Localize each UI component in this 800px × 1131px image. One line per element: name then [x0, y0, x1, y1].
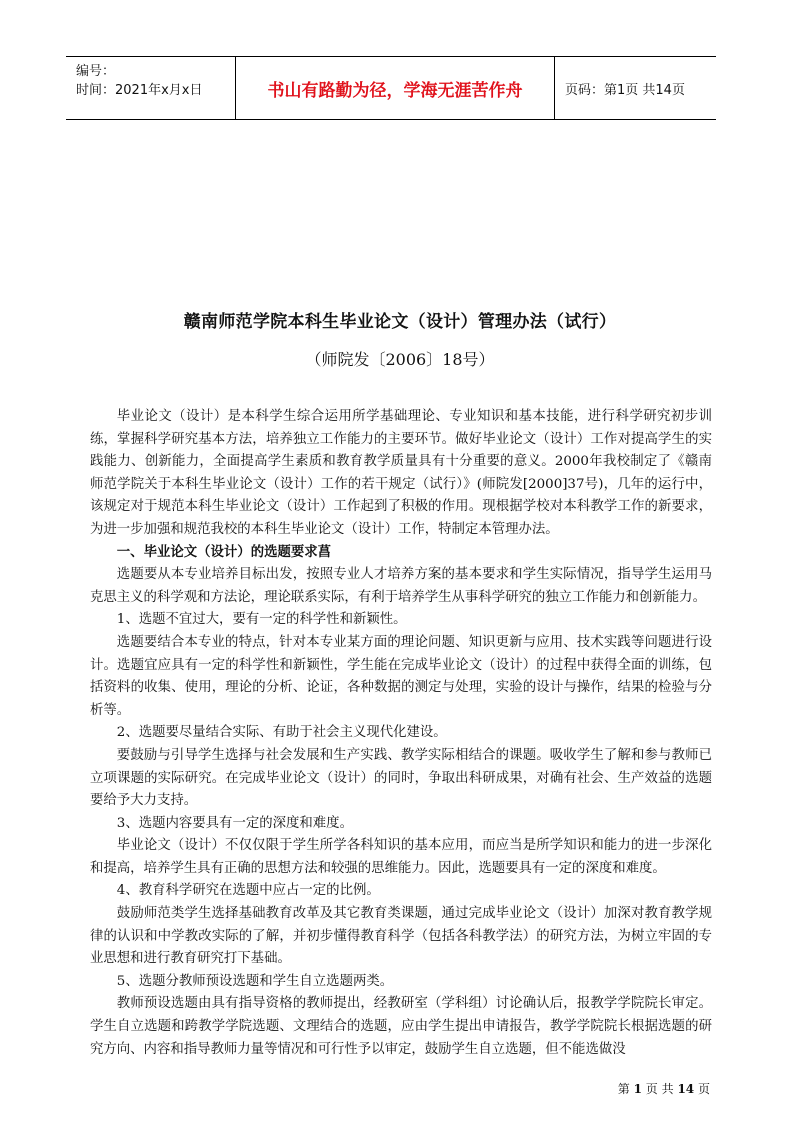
- section-heading: 一、毕业论文（设计）的选题要求菖: [116, 544, 332, 560]
- header-meta-cell: [66, 57, 236, 119]
- footer-middle: 页 共: [645, 1082, 674, 1096]
- list-item-heading: 2、选题要尽量结合实际、有助于社会主义现代化建设。: [116, 725, 447, 741]
- body-paragraph: 毕业论文（设计）不仅仅限于学生所学各科知识的基本应用，而应当是所学知识和能力的进一步深化和提高，培养学生具有正确的思想方法和较强的思维能力。因此，选题要具有一定的深度和难度。: [90, 838, 712, 876]
- footer-total-pages: 14: [677, 1082, 695, 1096]
- list-item-heading: 3、选题内容要具有一定的深度和难度。: [116, 815, 353, 831]
- list-item-heading: 5、选题分教师预设选题和学生自立选题两类。: [116, 973, 394, 989]
- list-item-heading: 4、教育科学研究在选题中应占一定的比例。: [116, 883, 380, 899]
- page-footer: [618, 1080, 710, 1097]
- body-paragraph: 鼓励师范类学生选择基础教育改革及其它教育类课题，通过完成毕业论文（设计）加深对教育教学规律的认识和中学教改实际的了解，并初步懂得教育科学（包括各科教学法）的研究方法，为树立牢固的专业思想和进行教育研究打下基础。: [90, 906, 712, 967]
- body-paragraph: 教师预设选题由具有指导资格的教师提出，经教研室（学科组）讨论确认后，报教学学院院长审定。学生自立选题和跨教学学院选题、文理结合的选题，应由学生提出申请报告，教学学院院长根据选题的研究方向、内容和指导教师力量等情况和可行性予以审定，鼓励学生自立选题，但不能选做没: [90, 996, 712, 1057]
- document-subtitle: （师院发〔2006〕18号）: [305, 350, 495, 369]
- document-title: 赣南师范学院本科生毕业论文（设计）管理办法（试行）: [183, 312, 617, 332]
- footer-prefix: 第: [617, 1082, 630, 1096]
- footer-suffix: 页: [697, 1082, 710, 1096]
- time-label: 时间：2021年x月x日: [76, 83, 203, 98]
- list-item-heading: 1、选题不宜过大，要有一定的科学性和新颖性。: [116, 612, 407, 628]
- body-paragraph: 毕业论文（设计）是本科学生综合运用所学基础理论、专业知识和基本技能，进行科学研究初步训练，掌握科学研究基本方法，培养独立工作能力的主要环节。做好毕业论文（设计）工作对提高学生的实践能力、创新能力，全面提高学生素质和教育教学质量具有十分重要的意义。2000年我校制定了《赣南师范学院关于本科生毕业论文（设计）工作的若干规定（试行）》(师院发[2000]37号)，几年的运行中，该规定对于规范本科生毕业论文（设计）工作起到了积极的作用。现根据学校对本科教学工作的新要求，为进一步加强和规范我校的本科生毕业论文（设计）工作，特制定本管理办法。: [90, 409, 712, 537]
- footer-current-page: 1: [633, 1082, 642, 1096]
- document-body: [90, 406, 712, 1061]
- header-motto: 书山有路勤为径，学海无涯苦作舟: [236, 57, 555, 119]
- body-paragraph: 选题要结合本专业的特点，针对本专业某方面的理论问题、知识更新与应用、技术实践等问题进行设计。选题宜应具有一定的科学性和新颖性，学生能在完成毕业论文（设计）的过程中获得全面的训练，包括资料的收集、使用，理论的分析、论证，各种数据的测定与处理，实验的设计与操作，结果的检验与分析等。: [90, 634, 712, 718]
- body-paragraph: 选题要从本专业培养目标出发，按照专业人才培养方案的基本要求和学生实际情况，指导学生运用马克思主义的科学观和方法论，理论联系实际，有利于培养学生从事科学研究的独立工作能力和创新能力。: [90, 567, 712, 605]
- header-table: [66, 56, 716, 120]
- header-page-label: 页码：第1页 共14页: [565, 82, 685, 98]
- body-paragraph: 要鼓励与引导学生选择与社会发展和生产实践、教学实际相结合的课题。吸收学生了解和参与教师已立项课题的实际研究。在完成毕业论文（设计）的同时，争取出科研成果，对确有社会、生产效益的选题要给予大力支持。: [90, 747, 712, 809]
- number-label: 编号：: [76, 64, 116, 79]
